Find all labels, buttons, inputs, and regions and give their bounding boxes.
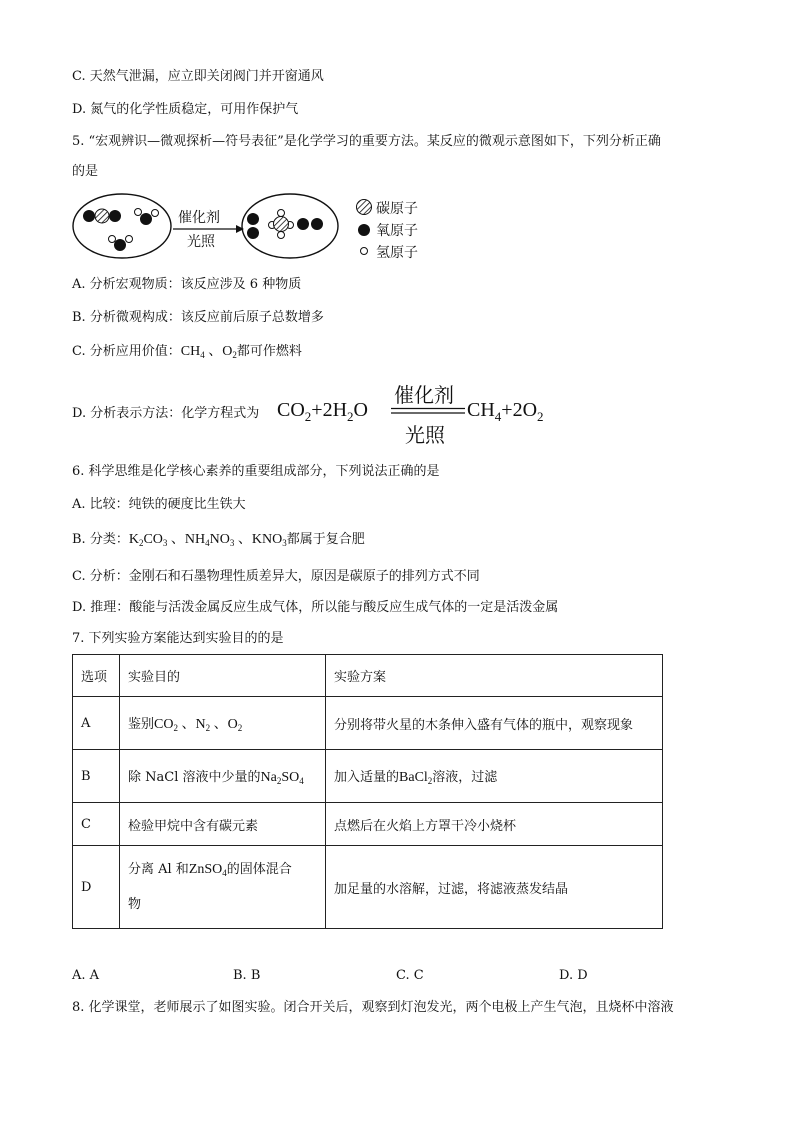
table-row (73, 697, 663, 750)
q6-option-a: A. 比较：纯铁的硬度比生铁大 (72, 497, 246, 512)
oxygen-atom (114, 239, 126, 251)
q7-option-a: A. A (72, 968, 100, 983)
q6-option-d: D. 推理：酸能与活泼金属反应生成气体，所以能与酸反应生成气体的一定是活泼金属 (72, 600, 559, 615)
hydrogen-atom (109, 236, 116, 243)
reaction-diagram (70, 192, 350, 262)
legend-hydrogen: 氢原子 (376, 245, 418, 261)
hydrogen-atom (135, 209, 142, 216)
header-purpose: 实验目的 (120, 655, 326, 697)
legend-carbon-icon (357, 200, 372, 215)
carbon-atom (95, 209, 109, 223)
q4-option-c: C. 天然气泄漏，应立即关闭阀门并开窗通风 (72, 69, 324, 84)
row-plan: 加入适量的BaCl$_2$溶液，过滤 (326, 750, 663, 803)
q4-option-d: D. 氮气的化学性质稳定，可用作保护气 (72, 102, 299, 117)
oxygen-atom (311, 218, 323, 230)
q5-option-c: C. 分析应用价值：$CH_4$ 、$O_2$都可作燃料 (72, 344, 302, 360)
row-option: A (73, 697, 120, 750)
row-option: B (73, 750, 120, 803)
oxygen-atom (247, 213, 259, 225)
header-plan: 实验方案 (326, 655, 663, 697)
row-purpose: 鉴别$CO_2$ 、$N_2$ 、$O_2$ (120, 697, 326, 750)
hydrogen-atom (278, 232, 285, 239)
q7-option-c: C. C (396, 968, 424, 983)
oxygen-atom (109, 210, 121, 222)
table-header-row (73, 655, 663, 697)
q8-stem: 8. 化学课堂，老师展示了如图实验。闭合开关后，观察到灯泡发光，两个电极上产生气泡，且烧杯中溶液 (72, 1000, 674, 1015)
legend-carbon: 碳原子 (376, 201, 418, 217)
q7-option-d: D. D (559, 968, 588, 983)
q7-option-b: B. B (233, 968, 261, 983)
arrow-condition-bottom: 光照 (187, 234, 215, 250)
q5-option-b: B. 分析微观构成：该反应前后原子总数增多 (72, 310, 324, 325)
table-row (73, 803, 663, 846)
legend-oxygen-icon (358, 224, 370, 236)
row-plan: 点燃后在火焰上方罩干冷小烧杯 (326, 803, 663, 846)
oxygen-atom (247, 227, 259, 239)
table-row (73, 846, 663, 929)
row-plan: 分别将带火星的木条伸入盛有气体的瓶中，观察现象 (326, 697, 663, 750)
equation-products: $CH_4+2O_2$ (467, 399, 544, 424)
q5-stem-line2: 的是 (72, 164, 99, 179)
q6-stem: 6. 科学思维是化学核心素养的重要组成部分，下列说法正确的是 (72, 464, 440, 479)
header-option: 选项 (73, 655, 120, 697)
q7-stem: 7. 下列实验方案能达到实验目的的是 (72, 631, 284, 646)
hydrogen-atom (126, 236, 133, 243)
equation-condition-bottom: 光照 (405, 423, 445, 447)
row-purpose: 分离 Al 和ZnSO$_4$的固体混合 物 (120, 846, 326, 929)
legend-hydrogen-icon (361, 248, 368, 255)
equation-equal-sign (391, 407, 465, 415)
carbon-atom (274, 217, 289, 232)
row-plan: 加足量的水溶解，过滤，将滤液蒸发结晶 (326, 846, 663, 929)
equation-reactants: $CO_2+2H_2O$ (277, 399, 368, 424)
oxygen-atom (297, 218, 309, 230)
q6-option-b: B. 分类：$K_2CO_3$ 、$NH_4NO_3$ 、$KNO_3$都属于复合肥 (72, 532, 365, 548)
row-purpose: 检验甲烷中含有碳元素 (120, 803, 326, 846)
oxygen-atom (140, 213, 152, 225)
oxygen-atom (83, 210, 95, 222)
arrow-condition-top: 催化剂 (178, 210, 220, 226)
legend-symbols (353, 196, 377, 262)
experiment-table (72, 654, 663, 929)
equation-condition-top: 催化剂 (394, 383, 454, 407)
q5-option-d: D. 分析表示方法：化学方程式为 (72, 406, 260, 421)
q6-option-c: C. 分析：金刚石和石墨物理性质差异大，原因是碳原子的排列方式不同 (72, 569, 480, 584)
row-option: D (73, 846, 120, 929)
q5-stem-line1: 5. “宏观辨识—微观探析—符号表征”是化学学习的重要方法。某反应的微观示意图如下，下列分析正确 (72, 134, 661, 149)
row-option: C (73, 803, 120, 846)
table-row (73, 750, 663, 803)
hydrogen-atom (152, 210, 159, 217)
legend-oxygen: 氧原子 (376, 223, 418, 239)
hydrogen-atom (278, 210, 285, 217)
row-purpose: 除 NaCl 溶液中少量的$Na_2SO_4$ (120, 750, 326, 803)
q5-option-a: A. 分析宏观物质：该反应涉及 6 种物质 (72, 277, 302, 292)
